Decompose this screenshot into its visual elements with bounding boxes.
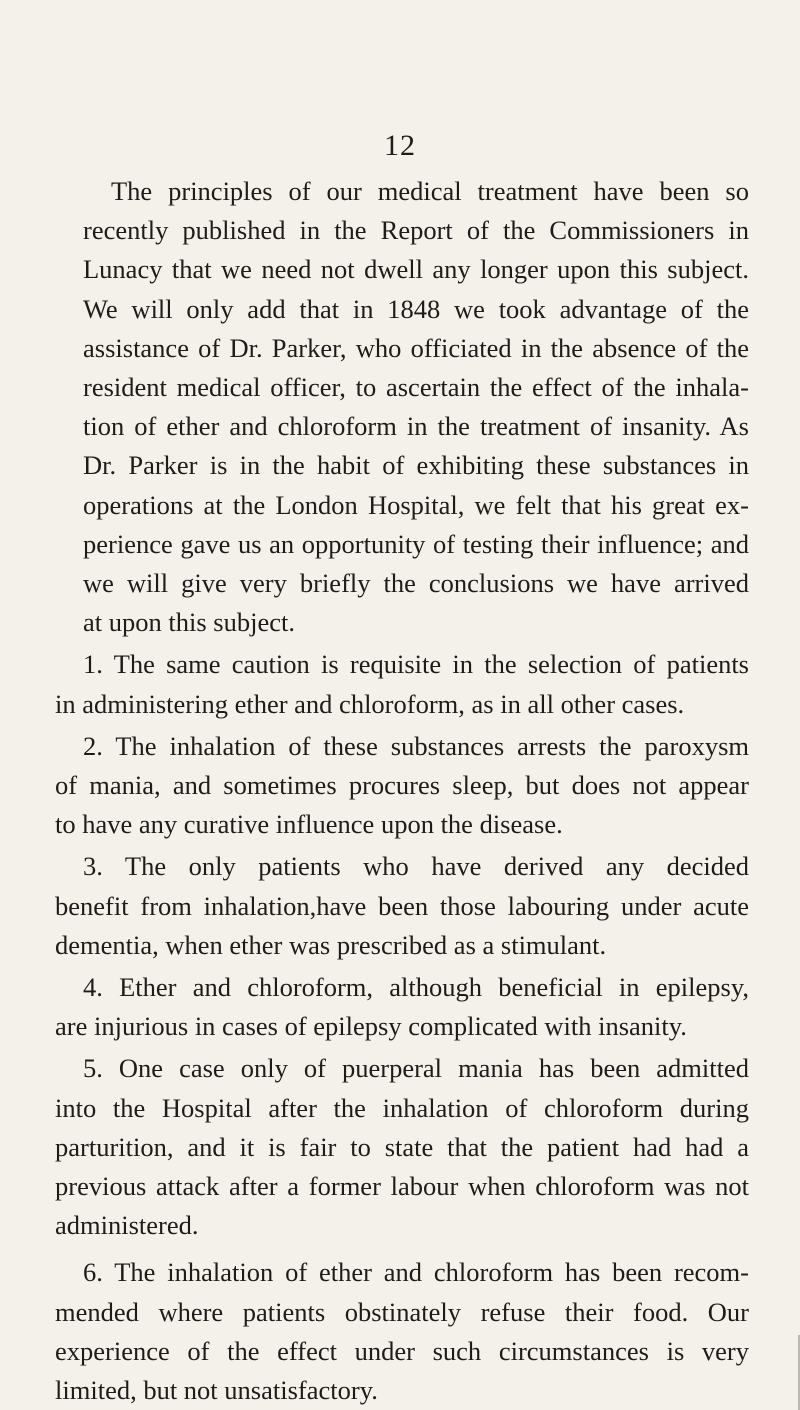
- intro-paragraph: [55, 172, 749, 642]
- text-line: We will only add that in 1848 we took advantage of the: [83, 293, 749, 324]
- text-line: benefit from inhalation,have been those labouring under acute: [55, 890, 749, 921]
- text-line: Lunacy that we need not dwell any longer upon this subject.: [83, 254, 749, 285]
- text-line: resident medical officer, to ascertain the effect of the inhala-: [83, 372, 749, 403]
- text-line: recently published in the Report of the Commissioners in: [83, 215, 749, 246]
- body-text: [55, 172, 749, 1410]
- numbered-item-3: [55, 847, 749, 965]
- text-line: assistance of Dr. Parker, who officiated in the absence of the: [83, 332, 749, 363]
- text-line: of mania, and sometimes procures sleep, but does not appear: [55, 770, 749, 801]
- text-line: 3. The only patients who have derived any decided: [83, 851, 749, 882]
- text-line: 4. Ether and chloroform, although beneficial in epilepsy,: [83, 972, 749, 1003]
- text-line: are injurious in cases of epilepsy complicated with insanity.: [55, 1011, 687, 1042]
- text-line: in administering ether and chloroform, as in all other cases.: [55, 688, 685, 719]
- text-line: dementia, when ether was prescribed as a stimulant.: [55, 929, 607, 960]
- text-line: limited, but not unsatisfactory.: [55, 1375, 378, 1406]
- page-number: 12: [384, 129, 416, 162]
- text-line: into the Hospital after the inhalation of chloroform during: [55, 1092, 749, 1123]
- text-line: operations at the London Hospital, we felt that his great ex-: [83, 489, 749, 520]
- text-line: 1. The same caution is requisite in the selection of patients: [83, 649, 749, 680]
- numbered-item-1: [55, 645, 749, 723]
- text-line: 6. The inhalation of ether and chloroform has been recom-: [83, 1257, 749, 1288]
- text-line: parturition, and it is fair to state that the patient had had a: [55, 1131, 749, 1162]
- text-line: to have any curative influence upon the disease.: [55, 809, 563, 840]
- numbered-item-6: [55, 1253, 749, 1410]
- text-line: administered.: [55, 1210, 199, 1241]
- text-line: perience gave us an opportunity of testing their influence; and: [83, 528, 749, 559]
- text-line: Dr. Parker is in the habit of exhibiting these substances in: [83, 450, 749, 481]
- text-line: previous attack after a former labour when chloroform was not: [55, 1171, 749, 1202]
- numbered-item-4: [55, 968, 749, 1046]
- text-line: we will give very briefly the conclusions we have arrived: [83, 568, 749, 599]
- text-line: 5. One case only of puerperal mania has been admitted: [83, 1053, 749, 1084]
- numbered-item-5: [55, 1049, 749, 1245]
- text-line: tion of ether and chloroform in the treatment of insanity. As: [83, 411, 749, 442]
- text-line: at upon this subject.: [83, 607, 295, 638]
- text-line: experience of the effect under such circumstances is very: [55, 1335, 749, 1366]
- text-line: 2. The inhalation of these substances arrests the paroxysm: [83, 730, 749, 761]
- text-line: The principles of our medical treatment have been so: [111, 176, 749, 206]
- text-line: mended where patients obstinately refuse their food. Our: [55, 1296, 749, 1327]
- numbered-item-2: [55, 727, 749, 845]
